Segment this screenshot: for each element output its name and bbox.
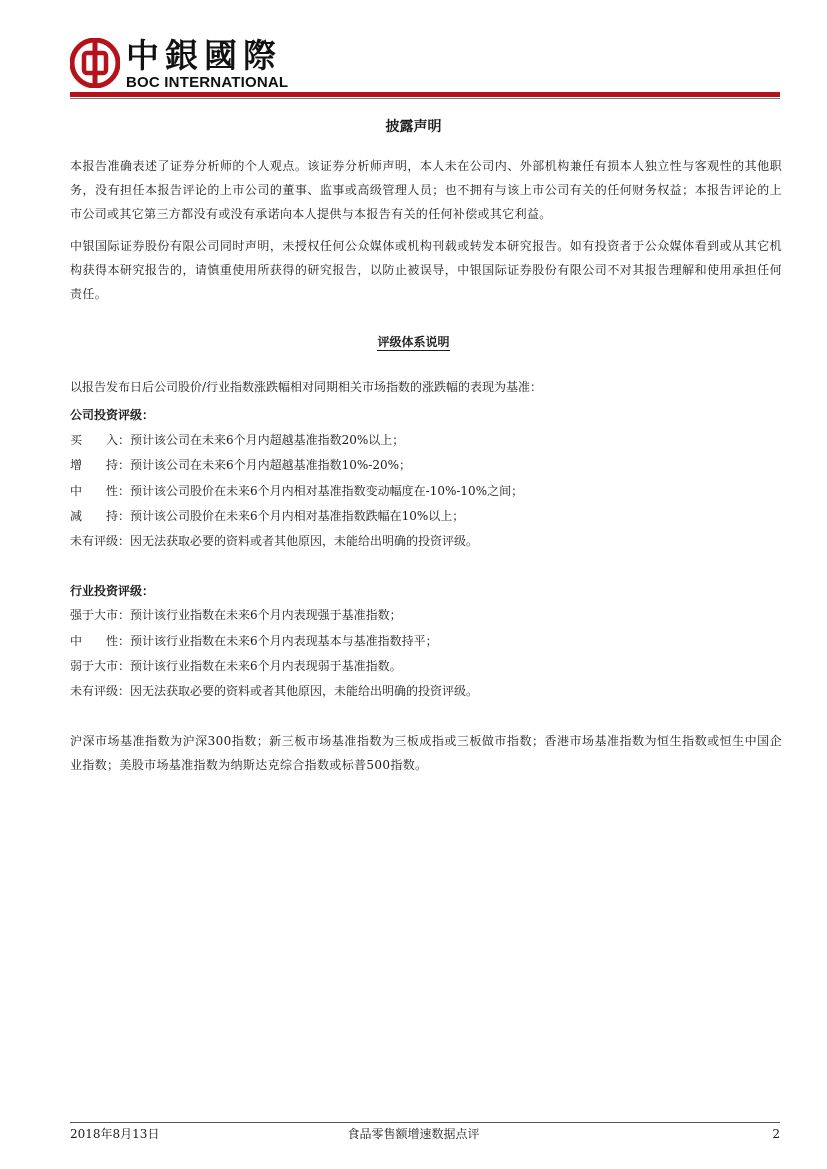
logo-chinese-name: 中銀國際 — [126, 36, 282, 75]
page-number: 2 — [772, 1127, 780, 1141]
footer-rule — [70, 1122, 780, 1123]
industry-rating-heading: 行业投资评级： — [70, 584, 155, 598]
company-rating-item: 买 入：预计该公司在未来6个月内超越基准指数20%以上； — [70, 433, 405, 447]
company-rating-item: 增 持：预计该公司在未来6个月内超越基准指数10%-20%； — [70, 458, 412, 472]
disclosure-title: 披露声明 — [385, 119, 442, 135]
disclosure-paragraph-1: 本报告准确表述了证券分析师的个人观点。该证券分析师声明，本人未在公司内、外部机构兼任有损本人独立性与客观性的其他职务，没有担任本报告评论的上市公司的董事、监事或高级管理人员；也不拥有与该上市公司有关的任何财务权益；本报告评论的上市公司或其它第三方都没有或没有承诺向本人提供与本报告有关的任何补偿或其它利益。 — [70, 159, 782, 221]
footer-date: 2018年8月13日 — [70, 1127, 160, 1141]
footer-report-title: 食品零售额增速数据点评 — [347, 1127, 480, 1141]
company-rating-heading: 公司投资评级： — [70, 408, 155, 422]
industry-rating-item: 强于大市：预计该行业指数在未来6个月内表现强于基准指数； — [70, 608, 402, 622]
benchmark-paragraph: 沪深市场基准指数为沪深300指数；新三板市场基准指数为三板成指或三板做市指数；香港市场基准指数为恒生指数或恒生中国企业指数；美股市场基准指数为纳斯达克综合指数或标普500指数。 — [70, 734, 782, 772]
industry-rating-item: 未有评级：因无法获取必要的资料或者其他原因，未能给出明确的投资评级。 — [70, 684, 479, 698]
company-rating-item: 减 持：预计该公司股价在未来6个月内相对基准指数跌幅在10%以上； — [70, 509, 465, 523]
rating-title — [0, 333, 827, 350]
header-gray-rule — [70, 98, 780, 99]
rating-intro: 以报告发布日后公司股价/行业指数涨跌幅相对同期相关市场指数的涨跌幅的表现为基准： — [70, 380, 543, 394]
company-rating-item: 中 性：预计该公司股价在未来6个月内相对基准指数变动幅度在-10%-10%之间； — [70, 484, 524, 498]
header-red-rule — [70, 92, 780, 97]
logo-english-name: BOC INTERNATIONAL — [126, 74, 289, 91]
boc-logo-icon — [70, 38, 120, 88]
disclosure-paragraph-2: 中银国际证券股份有限公司同时声明，未授权任何公众媒体或机构刊载或转发本研究报告。如有投资者于公众媒体看到或从其它机构获得本研究报告的，请慎重使用所获得的研究报告，以防止被误导，中银国际证券股份有限公司不对其报告理解和使用承担任何责任。 — [70, 239, 782, 301]
company-rating-item: 未有评级：因无法获取必要的资料或者其他原因，未能给出明确的投资评级。 — [70, 534, 479, 548]
industry-rating-item: 中 性：预计该行业指数在未来6个月内表现基本与基准指数持平； — [70, 634, 438, 648]
industry-rating-item: 弱于大市：预计该行业指数在未来6个月内表现弱于基准指数。 — [70, 659, 402, 673]
rating-title-text: 评级体系说明 — [377, 335, 450, 349]
